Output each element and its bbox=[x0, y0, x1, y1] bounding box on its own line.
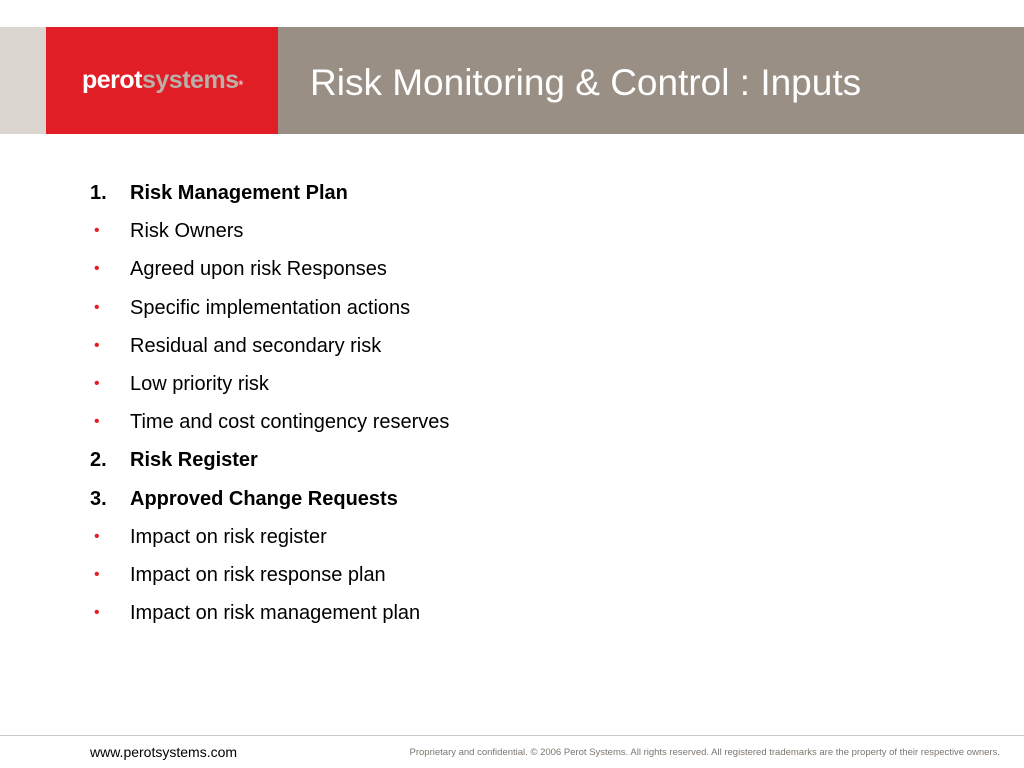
list-item-text: Specific implementation actions bbox=[130, 296, 411, 319]
list-number: 2. bbox=[90, 449, 107, 472]
bullet-marker: • bbox=[94, 374, 100, 392]
list-item-text: Risk Register bbox=[130, 449, 258, 472]
bullet-marker: • bbox=[94, 413, 100, 431]
bullet-marker: • bbox=[94, 260, 100, 278]
list-item-text: Impact on risk response plan bbox=[130, 563, 386, 586]
perot-systems-logo bbox=[82, 65, 243, 95]
bullet-marker: • bbox=[94, 298, 100, 316]
bullet-marker: • bbox=[94, 604, 100, 622]
list-number: 3. bbox=[90, 487, 107, 510]
footer-legal-notice: Proprietary and confidential. © 2006 Perot Systems. All rights reserved. All registered trademarks are the property of their respective owners. bbox=[409, 747, 1000, 758]
list-item-text: Risk Management Plan bbox=[130, 182, 348, 204]
footer-url: www.perotsystems.com bbox=[90, 744, 238, 760]
list-item-text: Impact on risk register bbox=[130, 525, 327, 548]
bullet-marker: • bbox=[94, 565, 100, 583]
bullet-marker: • bbox=[94, 222, 100, 240]
list-item-text: Approved Change Requests bbox=[130, 487, 398, 510]
bullet-marker: • bbox=[94, 527, 100, 545]
logo-trademark: ® bbox=[238, 81, 243, 87]
list-item-text: Agreed upon risk Responses bbox=[130, 258, 387, 281]
logo-text-perot: perot bbox=[82, 66, 142, 94]
list-number: 1. bbox=[90, 182, 107, 204]
list-item-text: Impact on risk management plan bbox=[130, 602, 421, 625]
header-logo-block bbox=[46, 27, 278, 134]
list-item-text: Time and cost contingency reserves bbox=[130, 411, 450, 434]
footer-divider bbox=[0, 735, 1024, 736]
list-item-text: Low priority risk bbox=[130, 372, 269, 395]
header-title-block bbox=[278, 27, 1024, 134]
bullet-marker: • bbox=[94, 336, 100, 354]
slide-title: Risk Monitoring & Control : Inputs bbox=[310, 62, 862, 103]
logo-text-systems: systems bbox=[142, 66, 239, 94]
list-item-text: Residual and secondary risk bbox=[130, 334, 382, 357]
list-item-text: Risk Owners bbox=[130, 220, 244, 243]
header-left-strip bbox=[0, 27, 46, 134]
